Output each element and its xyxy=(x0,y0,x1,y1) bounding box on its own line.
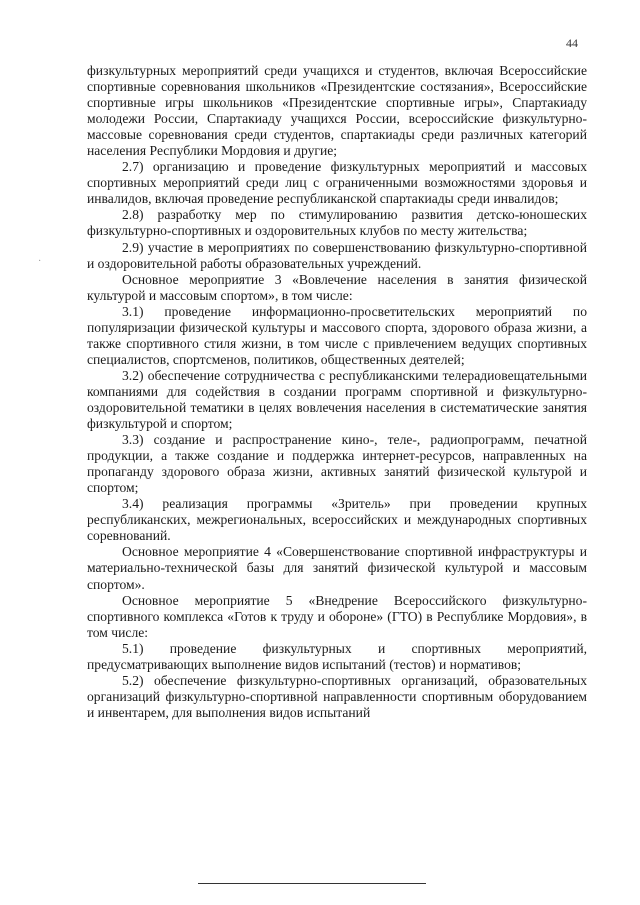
paragraph: 3.3) создание и распространение кино-, теле-, радиопрограмм, печатной продукции, а также создание и поддержка интернет-ресурсов, направленных на пропаганду здорового образа жизни, активных занятий физической культурой и спортом; xyxy=(87,432,587,496)
paragraph: физкультурных мероприятий среди учащихся и студентов, включая Всероссийские спортивные соревнования школьников «Президентские состязания», Всероссийские спортивные игры школьников «Президентские спортивные игры», Спартакиаду молодежи России, Спартакиаду учащихся России, всероссийские физкультурно-массовые соревнования среди студентов, спартакиады среди различных категорий населения Республики Мордовия и другие; xyxy=(87,63,587,159)
paragraph: Основное мероприятие 4 «Совершенствование спортивной инфраструктуры и материально-технической базы для занятий физической культурой и массовым спортом». xyxy=(87,544,587,592)
paragraph: 2.9) участие в мероприятиях по совершенствованию физкультурно-спортивной и оздоровительной работы образовательных учреждений. xyxy=(87,239,587,271)
paragraph: Основное мероприятие 5 «Внедрение Всероссийского физкультурно-спортивного комплекса «Готов к труду и обороне» (ГТО) в Республике Мордовия», в том числе: xyxy=(87,592,587,640)
paragraph: 3.1) проведение информационно-просветительских мероприятий по популяризации физической культуры и массового спорта, здорового образа жизни, а также спортивного стиля жизни, в том числе с привлечением ведущих спортивных специалистов, спортсменов, политиков, общественных деятелей; xyxy=(87,303,587,367)
margin-mark: · xyxy=(38,256,42,267)
paragraph: 5.1) проведение физкультурных и спортивных мероприятий, предусматривающих выполнение видов испытаний (тестов) и нормативов; xyxy=(87,640,587,672)
paragraph: Основное мероприятие 3 «Вовлечение населения в занятия физической культурой и массовым спортом», в том числе: xyxy=(87,271,587,303)
paragraph: 5.2) обеспечение физкультурно-спортивных организаций, образовательных организаций физкультурно-спортивной направленности спортивным оборудованием и инвентарем, для выполнения видов испытаний xyxy=(87,672,587,720)
page-number: 44 xyxy=(566,36,578,50)
paragraph: 3.4) реализация программы «Зритель» при проведении крупных республиканских, межрегиональных, всероссийских и международных спортивных соревнований. xyxy=(87,496,587,544)
document-body xyxy=(87,63,587,721)
paragraph: 2.7) организацию и проведение физкультурных мероприятий и массовых спортивных мероприятий среди лиц с ограниченными возможностями здоровья и инвалидов, включая проведение республиканской спартакиады среди инвалидов; xyxy=(87,159,587,207)
bottom-rule xyxy=(198,883,426,884)
paragraph: 2.8) разработку мер по стимулированию развития детско-юношеских физкультурно-спортивных и оздоровительных клубов по месту жительства; xyxy=(87,207,587,239)
paragraph: 3.2) обеспечение сотрудничества с республиканскими телерадиовещательными компаниями для содействия в создании программ спортивной и физкультурно-оздоровительной тематики в целях вовлечения населения в систематические занятия физкультурой и спортом; xyxy=(87,367,587,432)
